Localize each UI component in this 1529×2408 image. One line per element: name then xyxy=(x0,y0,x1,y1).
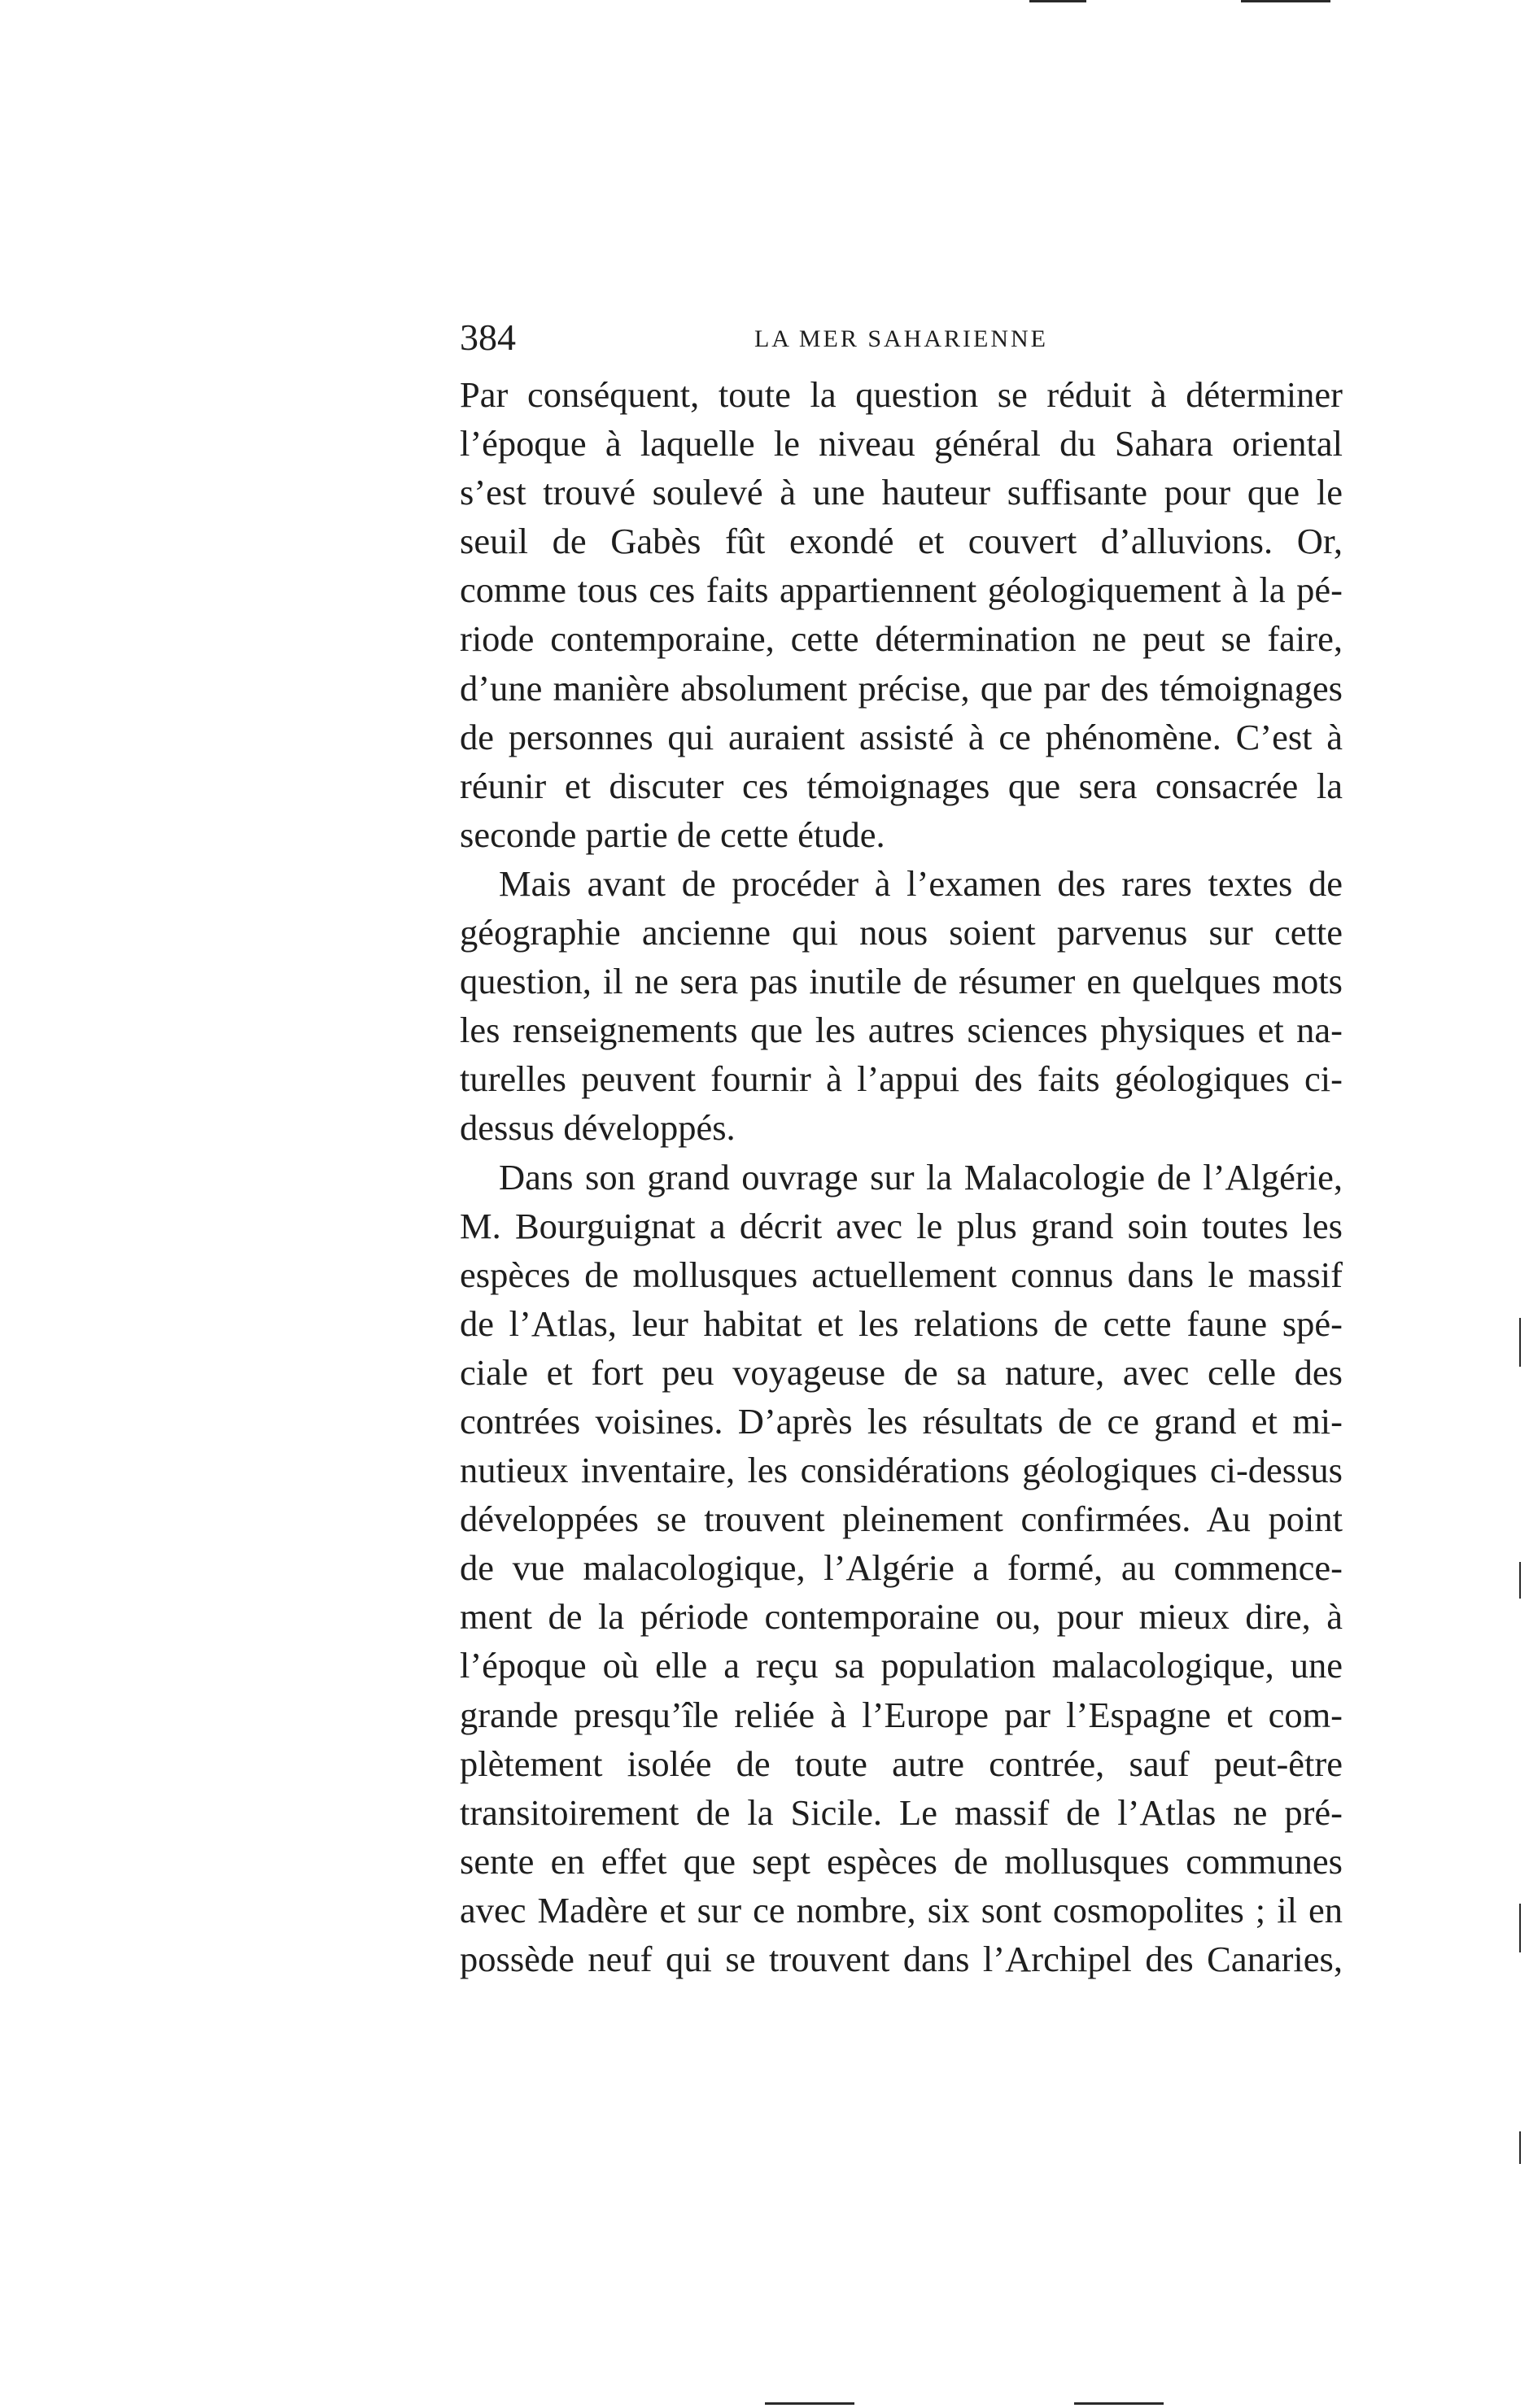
scan-artifact-top-rule xyxy=(1241,0,1330,2)
text-line: nutieux inventaire, les considérations géologiques ci-dessus xyxy=(460,1450,1343,1491)
text-line: ment de la période contemporaine ou, pour mieux dire, à xyxy=(460,1596,1343,1638)
text-line: dessus développés. xyxy=(460,1107,736,1149)
scan-artifact-right-tick xyxy=(1519,1318,1521,1367)
paragraph xyxy=(460,370,1343,859)
text-line: grande presqu’île reliée à l’Europe par l’Espagne et com- xyxy=(460,1694,1343,1735)
scan-artifact-right-tick xyxy=(1519,1904,1521,1952)
text-line: question, il ne sera pas inutile de résumer en quelques mots xyxy=(460,961,1343,1002)
text-line: développées se trouvent pleinement confirmées. Au point xyxy=(460,1498,1343,1540)
text-line: ciale et fort peu voyageuse de sa nature, avec celle des xyxy=(460,1351,1343,1393)
scan-artifact-right-tick xyxy=(1519,2131,1521,2164)
text-line: contrées voisines. D’après les résultats de ce grand et mi- xyxy=(460,1400,1343,1442)
text-line: seuil de Gabès fût exondé et couvert d’alluvions. Or, xyxy=(460,521,1343,562)
text-line: Dans son grand ouvrage sur la Malacologie de l’Algérie, xyxy=(499,1156,1343,1197)
text-line: avec Madère et sur ce nombre, six sont cosmopolites ; il en xyxy=(460,1889,1343,1930)
text-line: de l’Atlas, leur habitat et les relations de cette faune spé- xyxy=(460,1302,1343,1344)
text-line: espèces de mollusques actuellement connus dans le massif xyxy=(460,1254,1343,1295)
text-line: les renseignements que les autres sciences physiques et na- xyxy=(460,1010,1343,1051)
body-text xyxy=(460,370,1343,1983)
text-line: M. Bourguignat a décrit avec le plus grand soin toutes les xyxy=(460,1205,1343,1246)
scan-artifact-right-tick xyxy=(1519,1562,1521,1599)
text-line: géographie ancienne qui nous soient parvenus sur cette xyxy=(460,912,1343,953)
text-line: possède neuf qui se trouvent dans l’Archipel des Canaries, xyxy=(460,1939,1343,1979)
running-head xyxy=(460,313,1343,362)
scan-artifact-bottom-rule xyxy=(1074,2402,1164,2405)
text-line: réunir et discuter ces témoignages que sera consacrée la xyxy=(460,765,1343,806)
text-line: s’est trouvé soulevé à une hauteur suffisante pour que le xyxy=(460,472,1343,513)
text-line: Par conséquent, toute la question se réduit à déterminer xyxy=(460,374,1343,415)
scan-artifact-bottom-rule xyxy=(765,2402,854,2405)
text-line: seconde partie de cette étude. xyxy=(460,814,885,855)
text-line: l’époque à laquelle le niveau général du Sahara oriental xyxy=(460,423,1343,465)
page-number: 384 xyxy=(460,316,516,358)
running-title: LA MER SAHARIENNE xyxy=(754,325,1048,352)
text-line: turelles peuvent fournir à l’appui des faits géologiques ci- xyxy=(460,1058,1343,1100)
text-line: de vue malacologique, l’Algérie a formé, au commence- xyxy=(460,1547,1343,1589)
paragraph xyxy=(460,859,1343,1153)
text-line: d’une manière absolument précise, que par des témoignages xyxy=(460,667,1343,709)
paragraph xyxy=(460,1153,1343,1984)
text-line: sente en effet que sept espèces de mollusques communes xyxy=(460,1840,1343,1882)
text-line: transitoirement de la Sicile. Le massif de l’Atlas ne pré- xyxy=(460,1791,1343,1833)
text-line: de personnes qui auraient assisté à ce phénomène. C’est à xyxy=(460,716,1343,757)
text-line: comme tous ces faits appartiennent géologiquement à la pé- xyxy=(460,569,1343,611)
text-line: plètement isolée de toute autre contrée, sauf peut-être xyxy=(460,1743,1343,1784)
text-line: riode contemporaine, cette détermination ne peut se faire, xyxy=(460,618,1343,660)
text-line: l’époque où elle a reçu sa population malacologique, une xyxy=(460,1645,1343,1686)
scan-artifact-top-rule xyxy=(1029,0,1086,2)
text-line: Mais avant de procéder à l’examen des rares textes de xyxy=(499,862,1343,904)
